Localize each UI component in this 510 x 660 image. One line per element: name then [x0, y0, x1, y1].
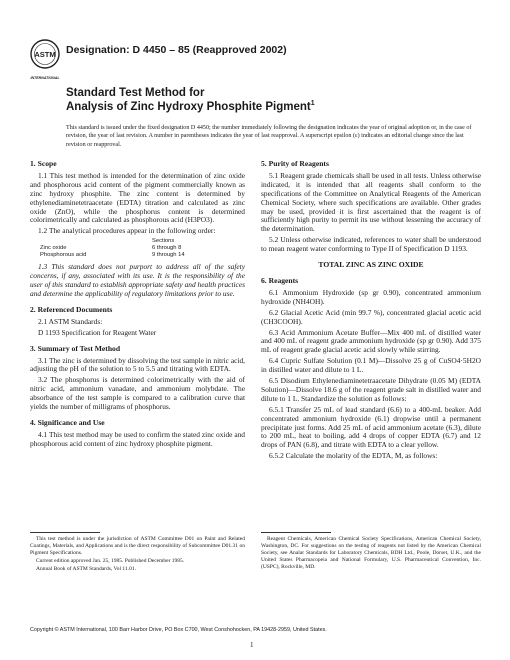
sections-row-range: 9 through 14	[152, 252, 185, 259]
paragraph-6-5-2: 6.5.2 Calculate the molarity of the EDTA, M, as follows:	[269, 451, 438, 461]
sections-header: Sections	[152, 238, 175, 245]
paragraph-1-2: 1.2 The analytical procedures appear in the following order:	[38, 226, 216, 236]
title-line2	[66, 101, 315, 113]
copyright: Copyright © ASTM International, 100 Barr Harbor Drive, PO Box C700, West Conshohocken, PA 19428-2959, United States.	[30, 627, 327, 633]
section-heading-reagents: 6. Reagents	[261, 275, 299, 285]
sections-row	[30, 252, 245, 259]
footnote-3: Reagent Chemicals, American Chemical Society Specifications, American Chemical Society, Washington, DC. For suggestions on the testing of reagents not listed by the American Chemical Society, see Analar Standards for Laboratory Chemicals, BDH Ltd., Poole, Dorset, U.K., and the United States Pharmacopeia and National Formulary, U.S. Pharmaceutical Convention, Inc. (USPC), Rockville, MD.	[261, 536, 481, 570]
paragraph-6-1: 6.1 Ammonium Hydroxide (sp gr 0.90), concentrated ammonium hydroxide (NH4OH).	[261, 287, 481, 306]
footnote-1: This test method is under the jurisdiction of ASTM Committee D01 on Paint and Related Coatings, Materials, and Applications and is the direct responsibility of Subcommittee D01.31 on Pigment Specifications.	[30, 536, 245, 556]
sections-table	[30, 238, 245, 259]
astm-logo	[30, 38, 60, 82]
paragraph-2-1-item: D 1193 Specification for Reagent Water	[38, 327, 157, 337]
paragraph-3-2: 3.2 The phosphorus is determined colorimetrically with the aid of nitric acid, ammonium vanadate, and ammonium molybdate. The absorbance of the test sample is compared to a calibration curve that yields the number of milligrams of phosphorus.	[30, 375, 245, 412]
paragraph-5-1: 5.1 Reagent grade chemicals shall be used in all tests. Unless otherwise indicated, it is intended that all reagents shall conform to the specifications of the Committee on Analytical Reagents of the American Chemical Society, where such specifications are available. Other grades may be used, provided it is first ascertained that the reagent is of sufficiently high purity to permit its use without lessening the accuracy of the determination.	[261, 170, 481, 234]
logo-subtext: INTERNATIONAL	[30, 76, 60, 80]
sections-row-name: Zinc oxide	[40, 245, 67, 252]
paragraph-6-5: 6.5 Disodium Ethylenediaminetetraacetate Dihydrate (0.05 M) (EDTA Solution)—Dissolve 18.6 g of the reagent grade salt in distilled water and dilute to 1 L. Standardize the solution as follows:	[261, 376, 481, 403]
paragraph-6-5-1: 6.5.1 Transfer 25 mL of lead standard (6.6) to a 400-mL beaker. Add concentrated ammonium hydroxide (6.1) dropwise until a permanent precipitate just forms. Add 25 mL of acid ammonium acetate (6.3), dilute to 200 mL, heat to boiling, add 4 drops of copper EDTA (6.7) and 12 drops of PAN (6.8), and titrate with EDTA to a clear yellow.	[261, 404, 481, 450]
right-column	[261, 160, 481, 463]
title-text: Analysis of Zinc Hydroxy Phosphite Pigment	[66, 101, 311, 113]
footnotes-left	[30, 532, 245, 574]
sections-row-name: Phosphorous acid	[40, 252, 87, 259]
paragraph-5-2: 5.2 Unless otherwise indicated, references to water shall be understood to mean reagent water conforming to Type II of Specification D 1193.	[261, 235, 481, 254]
footnote-divider	[30, 532, 100, 533]
paragraph-2-1: 2.1 ASTM Standards:	[38, 316, 103, 326]
paragraph-6-3: 6.3 Acid Ammonium Acetate Buffer—Mix 400 mL of distilled water and 400 mL of reagent grade ammonium hydroxide (sp gr 0.90). Add 375 mL of reagent grade glacial acetic acid slowly while stirring.	[261, 327, 481, 355]
logo-text: ASTM	[34, 50, 56, 59]
title-footnote-mark: 1	[310, 100, 315, 108]
section-heading-purity: 5. Purity of Reagents	[261, 159, 329, 168]
footnote-2: Annual Book of ASTM Standards, Vol 11.01.	[36, 566, 136, 572]
paragraph-3-1: 3.1 The zinc is determined by dissolving the test sample in nitric acid, adjusting the pH of the solution to 5 to 5.5 and titrating with EDTA.	[30, 355, 245, 374]
section-heading-summary: 3. Summary of Test Method	[30, 343, 121, 353]
section-heading-significance: 4. Significance and Use	[30, 417, 105, 427]
section-heading-scope: 1. Scope	[30, 159, 57, 168]
section-heading-referenced-documents: 2. Referenced Documents	[30, 304, 113, 314]
footnote-divider	[261, 532, 331, 533]
paragraph-6-2: 6.2 Glacial Acetic Acid (min 99.7 %), concentrated glacial acetic acid (CH3COOH).	[261, 307, 481, 326]
paragraph-1-3: 1.3 This standard does not purport to address all of the safety concerns, if any, associated with its use. It is the responsibility of the user of this standard to establish appropriate safety and health practices and determine the applicability of regulatory limitations prior to use.	[30, 262, 245, 298]
left-column	[30, 160, 245, 451]
footnote-1-edition: Current edition approved Jan. 25, 1985. Published December 1985.	[36, 558, 185, 564]
paragraph-6-4: 6.4 Cupric Sulfate Solution (0.1 M)—Dissolve 25 g of CuSO4·5H2O in distilled water and dilute to 1 L.	[261, 356, 481, 375]
paragraph-4-1: 4.1 This test method may be used to confirm the stated zinc oxide and phosphorous acid content of zinc hydroxy phosphite pigment.	[30, 429, 245, 448]
title-line1: Standard Test Method for	[66, 87, 205, 99]
designation: Designation: D 4450 – 85 (Reapproved 2002)	[66, 44, 287, 56]
sections-row	[30, 245, 245, 252]
paragraph-1-1: 1.1 This test method is intended for the determination of zinc oxide and phosphorous acid content of the pigment commercially known as zinc hydroxy phosphite. The zinc content is determined by ethylenediaminetetraacetate (EDTA) titration and calculated as zinc oxide (ZnO), while the phosphorus content is determined colorimetrically and calculated as phosphorous acid (H3PO3).	[30, 170, 245, 225]
footnotes-right	[261, 532, 481, 572]
sections-row-range: 6 through 8	[152, 245, 182, 252]
section-heading-total-zinc: TOTAL ZINC AS ZINC OXIDE	[318, 260, 424, 270]
page-number: 1	[250, 641, 254, 649]
preamble: This standard is issued under the fixed designation D 4450; the number immediately following the designation indicates the year of original adoption or, in the case of revision, the year of last revision. A number in parentheses indicates the year of last reapproval. A superscript epsilon (ε) indicates an editorial change since the last revision or reapproval.	[66, 125, 472, 148]
